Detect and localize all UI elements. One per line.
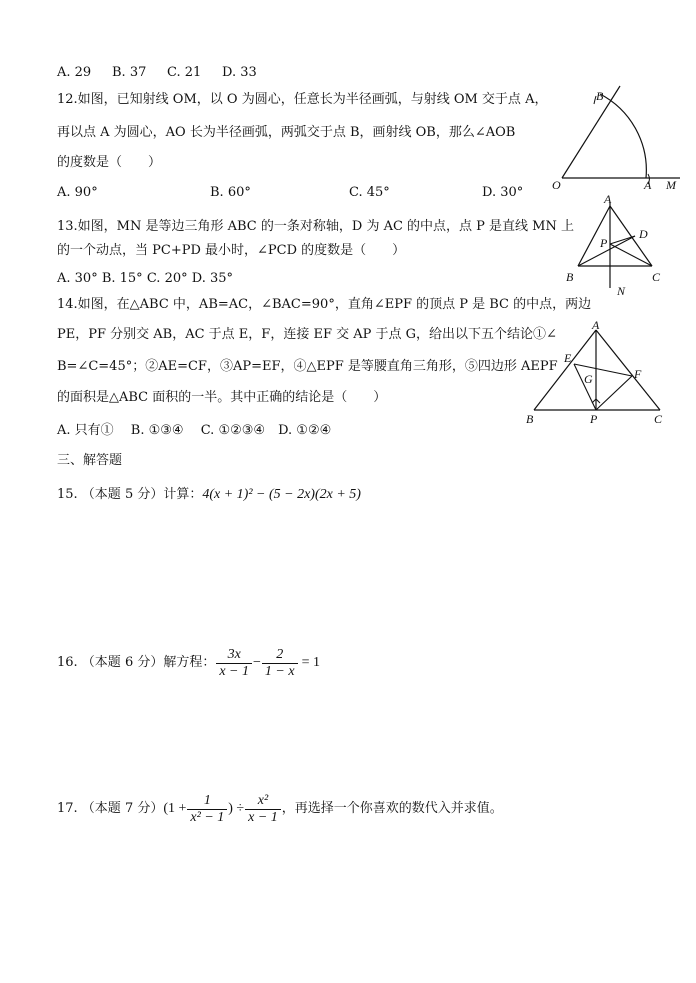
q16-prefix: 16. （本题 6 分）解方程： xyxy=(57,655,216,670)
q17-close-divide: ) ÷ xyxy=(228,801,245,816)
q16-fraction-1 xyxy=(216,647,252,680)
q13-label-b: B xyxy=(566,270,574,284)
q12-option-c: C. 45° xyxy=(349,185,390,200)
section-title: 三、解答题 xyxy=(57,453,123,468)
q14-label-p: P xyxy=(590,412,598,426)
q13-figure xyxy=(560,192,670,302)
q11-option-a: A. 29 xyxy=(57,65,92,80)
q16-rhs: = 1 xyxy=(301,655,320,670)
q17-question xyxy=(57,788,503,830)
q12-text-line2: 再以点 A 为圆心，AO 长为半径画弧，两弧交于点 B，画射线 OB，那么∠AOB xyxy=(57,125,516,140)
q14-label-a: A xyxy=(592,320,600,332)
q13-label-a: A xyxy=(604,192,612,206)
q15-expression: 4(x + 1)² − (5 − 2x)(2x + 5) xyxy=(202,487,361,502)
q14-options: A. 只有① B. ①③④ C. ①②③④ D. ①②④ xyxy=(57,423,332,438)
q12-label-m: M xyxy=(666,178,676,192)
q11-option-b: B. 37 xyxy=(112,65,147,80)
q17-frac2-denominator: x − 1 xyxy=(248,809,278,825)
q17-fraction-1 xyxy=(187,793,227,826)
q14-label-g: G xyxy=(584,372,593,386)
q15-prefix: 15. （本题 5 分）计算： xyxy=(57,487,203,502)
q17-frac1-denominator: x² − 1 xyxy=(190,809,225,825)
q11-option-c: C. 21 xyxy=(167,65,202,80)
q17-open: (1 + xyxy=(163,801,187,816)
q17-suffix: ，再选择一个你喜欢的数代入并求值。 xyxy=(281,801,503,816)
q16-frac2-denominator: 1 − x xyxy=(264,663,295,679)
q17-prefix: 17. （本题 7 分） xyxy=(57,801,164,816)
q16-frac1-denominator: x − 1 xyxy=(219,663,250,679)
q12-label-o: O xyxy=(552,178,561,192)
q14-label-c: C xyxy=(654,412,663,426)
q16-frac2-numerator: 2 xyxy=(262,647,298,664)
q16-minus: − xyxy=(253,655,261,670)
q12-text-line1: 12.如图，已知射线 OM，以 O 为圆心，任意长为半径画弧，与射线 OM 交于点 A， xyxy=(57,92,548,107)
q16-fraction-2 xyxy=(262,647,298,680)
q14-label-e: E xyxy=(564,351,572,365)
q15-question xyxy=(57,486,361,504)
q13-label-p: P xyxy=(600,236,608,250)
q12-option-b: B. 60° xyxy=(210,185,251,200)
q12-option-d: D. 30° xyxy=(482,185,524,200)
q14-label-b: B xyxy=(526,412,534,426)
q14-figure xyxy=(520,320,670,430)
q12-label-a: A xyxy=(644,178,652,192)
q14-text-line4: 的面积是△ABC 面积的一半。其中正确的结论是（ ） xyxy=(57,390,387,405)
q14-text-line2: PE，PF 分别交 AB，AC 于点 E，F，连接 EF 交 AP 于点 G，给出以下五个结论①∠ xyxy=(57,327,557,342)
q17-frac2-numerator: x² xyxy=(245,793,281,810)
q14-text-line1: 14.如图，在△ABC 中，AB=AC，∠BAC=90°，直角∠EPF 的顶点 P 是 BC 的中点，两边 xyxy=(57,297,592,312)
q17-frac1-numerator: 1 xyxy=(187,793,227,810)
q16-question xyxy=(57,642,320,684)
q12-option-a: A. 90° xyxy=(57,185,98,200)
q16-frac1-numerator: 3x xyxy=(216,647,252,664)
q17-fraction-2 xyxy=(245,793,281,826)
q13-options: A. 30° B. 15° C. 20° D. 35° xyxy=(57,271,234,286)
q13-text-line1: 13.如图，MN 是等边三角形 ABC 的一条对称轴，D 为 AC 的中点，点 P 是直线 MN 上 xyxy=(57,219,575,234)
q13-label-n: N xyxy=(617,284,626,298)
q13-label-d: D xyxy=(639,227,648,241)
q12-label-b: B xyxy=(596,89,604,103)
q11-option-d: D. 33 xyxy=(222,65,257,80)
q12-text-line3: 的度数是（ ） xyxy=(57,155,162,170)
q12-figure xyxy=(548,82,688,192)
q14-text-line3: B=∠C=45°；②AE=CF，③AP=EF，④△EPF 是等腰直角三角形，⑤四边形 AEPF xyxy=(57,359,558,374)
q13-text-line2: 的一个动点，当 PC+PD 最小时，∠PCD 的度数是（ ） xyxy=(57,243,406,258)
q13-label-c: C xyxy=(652,270,661,284)
q14-label-f: F xyxy=(634,367,642,381)
